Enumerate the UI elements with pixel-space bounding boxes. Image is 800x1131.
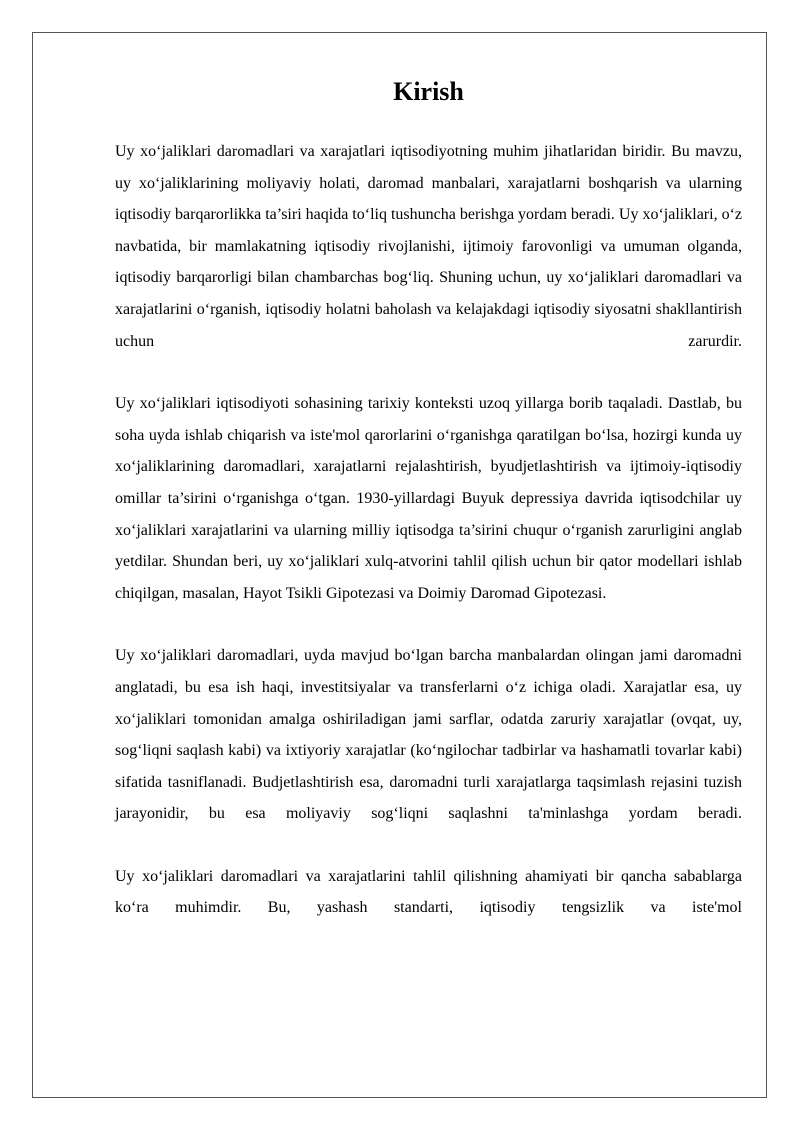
paragraph-spacer bbox=[115, 609, 742, 640]
paragraph-1: Uy xo‘jaliklari daromadlari va xarajatlari iqtisodiyotning muhim jihatlaridan biridir. Bu mavzu, uy xo‘jaliklarining moliyaviy holati, daromad manbalari, xarajatlarni boshqarish va ularning iqtisodiy barqarorlikka ta’siri haqida to‘liq tushuncha berishga yordam beradi. Uy xo‘jaliklari, o‘z navbatida, bir mamlakatning iqtisodiy rivojlanishi, ijtimoiy farovonligi va umuman olganda, iqtisodiy barqarorligi bilan chambarchas bog‘liq. Shuning uchun, uy xo‘jaliklari daromadlari va xarajatlarini o‘rganish, iqtisodiy holatni baholash va kelajakdagi iqtisodiy siyosatni shakllantirish uchun zarurdir. bbox=[115, 143, 742, 350]
title-spacer bbox=[115, 114, 742, 136]
paragraph-2: Uy xo‘jaliklari iqtisodiyoti sohasining tarixiy konteksti uzoq yillarga borib taqaladi. Dastlab, bu soha uyda ishlab chiqarish va iste'mol qarorlarini o‘rganishga qaratilgan bo‘lsa, hozirgi kunda uy xo‘jaliklarining daromadlari, xarajatlarni rejalashtirish, byudjetlashtirish va ijtimoiy-iqtisodiy omillar ta’sirini o‘rganishga o‘tgan. 1930-yillardagi Buyuk depressiya davrida iqtisodchilar uy xo‘jaliklari xarajatlarini va ularning milliy iqtisodga ta’sirini chuqur o‘rganish zarurligini anglab yetdilar. Shundan beri, uy xo‘jaliklari xulq-atvorini tahlil qilish uchun bir qator modellari ishlab chiqilgan, masalan, Hayot Tsikli Gipotezasi va Doimiy Daromad Gipotezasi. bbox=[115, 395, 742, 602]
paragraph-4: Uy xo‘jaliklari daromadlari va xarajatlarini tahlil qilishning ahamiyati bir qancha sabablarga ko‘ra muhimdir. Bu, yashash standarti, iqtisodiy tengsizlik va iste'mol bbox=[115, 867, 742, 917]
paragraph-3: Uy xo‘jaliklari daromadlari, uyda mavjud bo‘lgan barcha manbalardan olingan jami daromadni anglatadi, bu esa ish haqi, investitsiyalar va transferlarni o‘z ichiga oladi. Xarajatlar esa, uy xo‘jaliklari tomonidan amalga oshiriladigan jami sarflar, odatda zaruriy xarajatlar (ovqat, uy, sog‘liqni saqlash kabi) va ixtiyoriy xarajatlar (ko‘ngilochar tadbirlar va hashamatli tovarlar kabi) sifatida tasniflanadi. Budjetlashtirish esa, daromadni turli xarajatlarga taqsimlash rejasini tuzish jarayonidir, bu esa moliyaviy sog‘liqni saqlashni ta'minlashga yordam beradi. bbox=[115, 647, 742, 823]
document-title: Kirish bbox=[393, 77, 464, 106]
paragraph-spacer bbox=[115, 357, 742, 388]
paragraph-spacer bbox=[115, 830, 742, 861]
document-body bbox=[115, 70, 742, 924]
